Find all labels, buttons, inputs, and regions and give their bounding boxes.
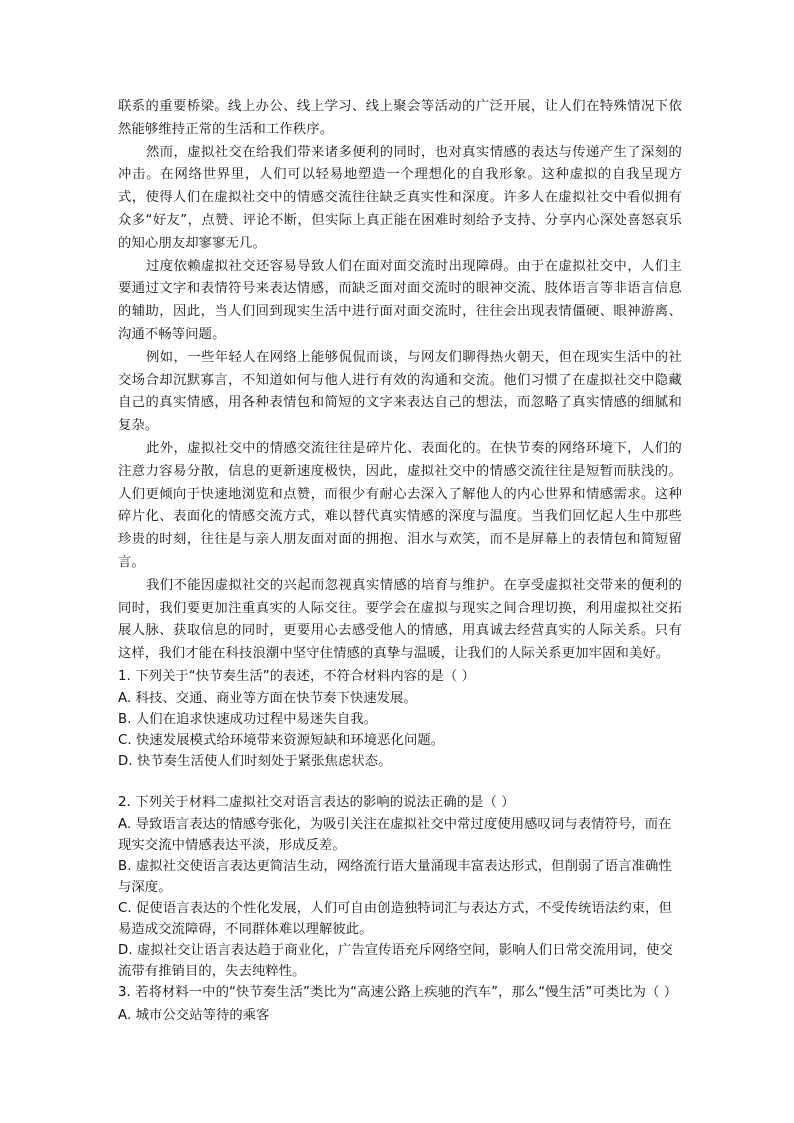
question-1-option-c: C. 快速发展模式给环境带来资源短缺和环境恶化问题。 bbox=[118, 733, 445, 749]
question-2-option-b: B. 虚拟社交使语言表达更简洁生动，网络流行语大量涌现丰富表达形式，但削弱了语言准确性与深度。 bbox=[118, 859, 672, 896]
question-3-option-a: A. 城市公交站等待的乘客 bbox=[118, 1007, 270, 1023]
passage-paragraph-1: 联系的重要桥梁。线上办公、线上学习、线上聚会等活动的广泛开展，让人们在特殊情况下依然能够维持正常的生活和工作秩序。 bbox=[118, 99, 682, 137]
question-2-option-a: A. 导致语言表达的情感夸张化，为吸引关注在虚拟社交中常过度使用感叹词与表情符号，而在现实交流中情感表达平淡，形成反差。 bbox=[118, 817, 672, 854]
passage-paragraph-2: 然而，虚拟社交在给我们带来诸多便利的同时，也对真实情感的表达与传递产生了深刻的冲击。在网络世界里，人们可以轻易地塑造一个理想化的自我形象。这种虚拟的自我呈现方式，使得人们在虚拟社交中的情感交流往往缺乏真实性和深度。许多人在虚拟社交中看似拥有众多“好友”，点赞、评论不断，但实际上真正能在困难时刻给予支持、分享内心深处喜怒哀乐的知心朋友却寥寥无几。 bbox=[118, 144, 682, 251]
passage-paragraph-6: 我们不能因虚拟社交的兴起而忽视真实情感的培育与维护。在享受虚拟社交带来的便利的同时，我们要更加注重真实的人际交往。要学会在虚拟与现实之间合理切换，利用虚拟社交拓展人脉、获取信息的同时，更要用心去感受他人的情感，用真诚去经营真实的人际关系。只有这样，我们才能在科技浪潮中坚守住情感的真挚与温暖，让我们的人际关系更加牢固和美好。 bbox=[118, 577, 682, 662]
question-1 bbox=[118, 666, 682, 772]
question-1-stem: 1. 下列关于“快节奏生活”的表述，不符合材料内容的是（ ） bbox=[118, 668, 476, 684]
question-1-option-d: D. 快节奏生活使人们时刻处于紧张焦虑状态。 bbox=[118, 754, 392, 770]
question-3-stem: 3. 若将材料一中的“快节奏生活”类比为“高速公路上疾驰的汽车”，那么“慢生活”可类比为（ ） bbox=[118, 985, 678, 1001]
question-1-option-a: A. 科技、交通、商业等方面在快节奏下快速发展。 bbox=[118, 691, 417, 707]
question-3 bbox=[118, 982, 682, 1025]
passage-paragraph-3: 过度依赖虚拟社交还容易导致人们在面对面交流时出现障碍。由于在虚拟社交中，人们主要通过文字和表情符号来表达情感，而缺乏面对面交流时的眼神交流、肢体语言等非语言信息的辅助，因此，当人们回到现实生活中进行面对面交流时，往往会出现表情僵硬、眼神游离、沟通不畅等问题。 bbox=[118, 258, 682, 342]
question-2-stem: 2. 下列关于材料二虚拟社交对语言表达的影响的说法正确的是（ ） bbox=[118, 795, 515, 811]
question-2-option-c: C. 促使语言表达的个性化发展，人们可自由创造独特词汇与表达方式，不受传统语法约束，但易造成交流障碍，不同群体难以理解彼此。 bbox=[118, 901, 672, 938]
question-2 bbox=[118, 792, 682, 982]
question-2-option-d: D. 虚拟社交让语言表达趋于商业化，广告宣传语充斥网络空间，影响人们日常交流用词，使交流带有推销目的，失去纯粹性。 bbox=[118, 943, 673, 980]
question-1-option-b: B. 人们在追求快速成功过程中易迷失自我。 bbox=[118, 712, 378, 728]
document-page bbox=[118, 96, 682, 1026]
question-spacer bbox=[118, 772, 682, 792]
passage-paragraph-5: 此外，虚拟社交中的情感交流往往是碎片化、表面化的。在快节奏的网络环境下，人们的注意力容易分散，信息的更新速度极快，因此，虚拟社交中的情感交流往往是短暂而肤浅的。人们更倾向于快速地浏览和点赞，而很少有耐心去深入了解他人的内心世界和情感需求。这种碎片化、表面化的情感交流方式，难以替代真实情感的深度与温度。当我们回忆起人生中那些珍贵的时刻，往往是与亲人朋友面对面的拥抱、泪水与欢笑，而不是屏幕上的表情包和简短留言。 bbox=[118, 440, 682, 570]
passage-paragraph-4: 例如，一些年轻人在网络上能够侃侃而谈，与网友们聊得热火朝天，但在现实生活中的社交场合却沉默寡言，不知道如何与他人进行有效的沟通和交流。他们习惯了在虚拟社交中隐藏自己的真实情感，用各种表情包和简短的文字来表达自己的想法，而忽略了真实情感的细腻和复杂。 bbox=[118, 349, 682, 434]
